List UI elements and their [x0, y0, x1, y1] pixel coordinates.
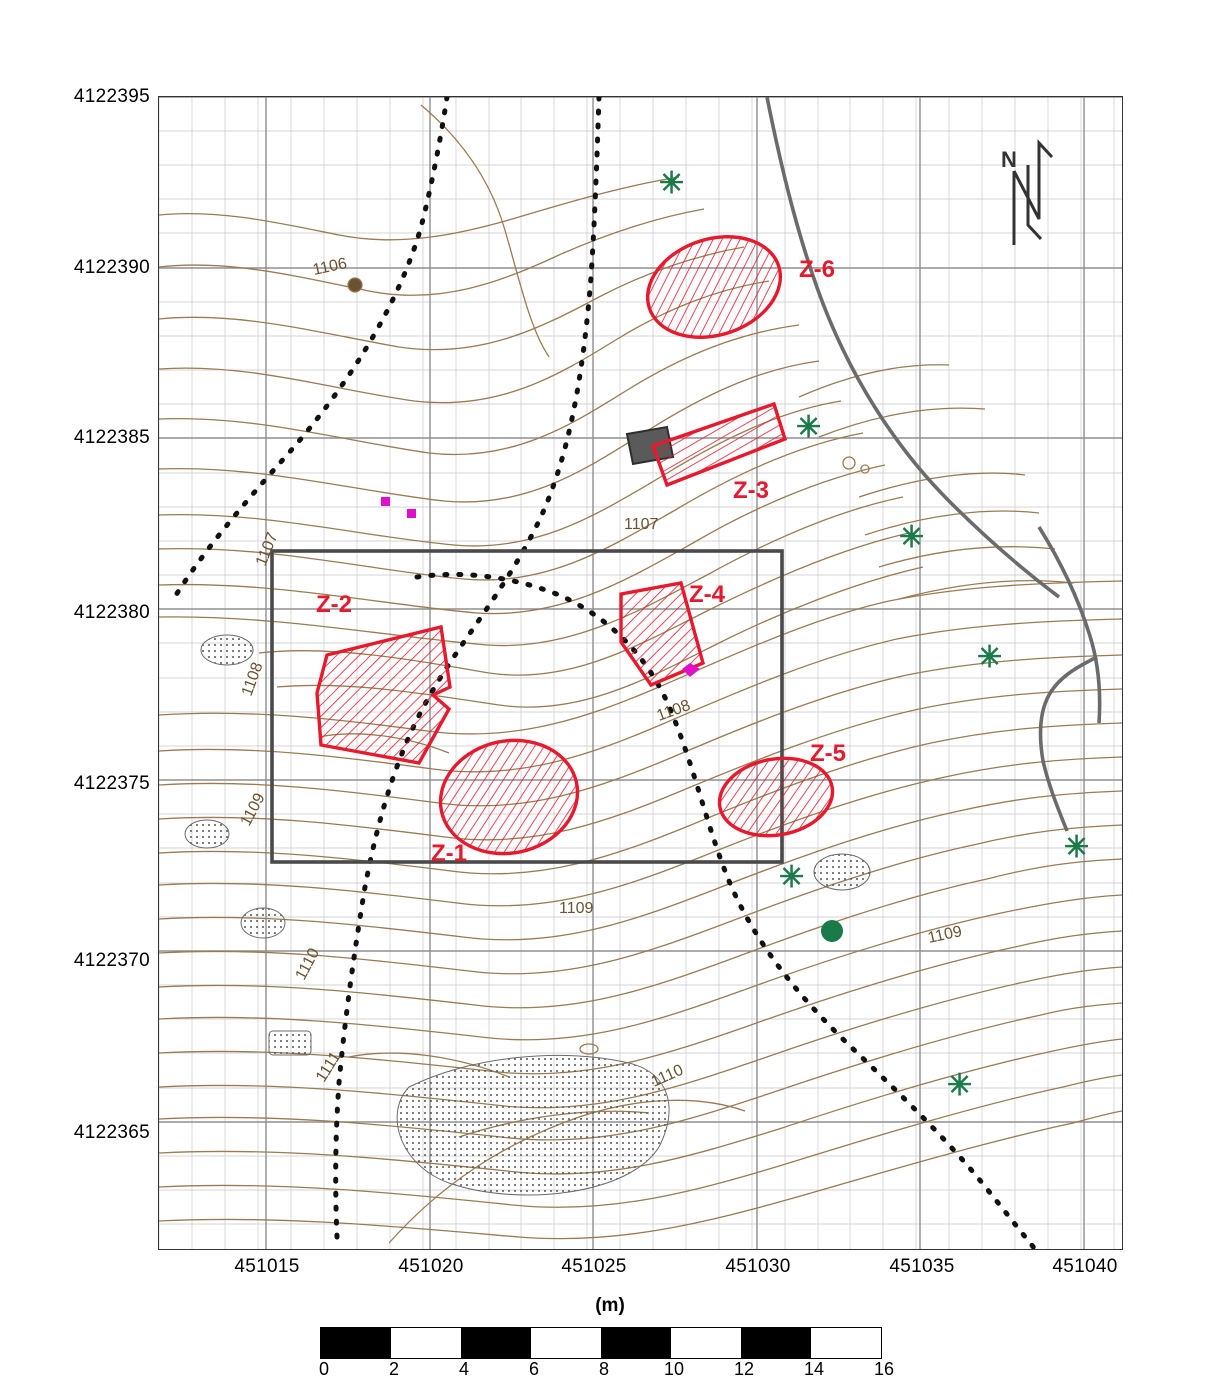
scale-segment	[461, 1328, 531, 1358]
svg-text:1111: 1111	[312, 1048, 345, 1086]
north-arrow-icon	[1014, 143, 1052, 245]
x-tick-label: 451035	[889, 1256, 955, 1277]
x-tick-label: 451025	[561, 1256, 627, 1277]
y-tick-label: 4122390	[73, 257, 150, 278]
svg-text:✳: ✳	[779, 861, 805, 894]
y-tick-label: 4122395	[73, 86, 150, 107]
svg-text:✳: ✳	[659, 167, 685, 200]
x-tick-label: 451040	[1052, 1256, 1118, 1277]
zone-label-z5: Z-5	[810, 740, 846, 767]
scale-tick: 12	[733, 1359, 755, 1379]
scale-bar	[320, 1327, 882, 1359]
scale-segment	[811, 1328, 881, 1358]
svg-text:✳: ✳	[1064, 831, 1090, 864]
svg-text:✳: ✳	[977, 641, 1003, 674]
zone-z6	[634, 220, 793, 353]
svg-text:✳: ✳	[947, 1069, 973, 1102]
scale-segment	[741, 1328, 811, 1358]
zone-label-z3: Z-3	[733, 477, 769, 504]
y-tick-label: 4122385	[73, 427, 150, 448]
svg-text:1110: 1110	[292, 945, 324, 983]
scale-segment	[321, 1328, 391, 1358]
scale-unit-label: (m)	[595, 1295, 625, 1316]
roads	[767, 97, 1100, 831]
shrub-symbol	[821, 920, 843, 942]
scale-segment	[531, 1328, 601, 1358]
scale-tick-labels	[320, 1359, 940, 1383]
x-tick-label: 451015	[234, 1256, 300, 1277]
svg-text:1106: 1106	[311, 255, 349, 279]
scale-tick: 10	[663, 1359, 685, 1379]
scale-tick: 2	[388, 1359, 400, 1379]
x-tick-label: 451020	[398, 1256, 464, 1277]
svg-text:1109: 1109	[559, 900, 594, 917]
zone-label-z1: Z-1	[431, 840, 467, 867]
scale-tick: 8	[598, 1359, 610, 1379]
scale-tick: 14	[803, 1359, 825, 1379]
zone-z2	[317, 627, 450, 763]
svg-text:1109: 1109	[237, 790, 269, 829]
scale-segment	[671, 1328, 741, 1358]
svg-text:1108: 1108	[654, 697, 693, 725]
y-tick-label: 4122375	[73, 773, 150, 794]
y-tick-label: 4122370	[73, 950, 150, 971]
zone-label-z2: Z-2	[316, 591, 352, 618]
scale-segment	[391, 1328, 461, 1358]
y-tick-label: 4122380	[73, 602, 150, 623]
scale-tick: 0	[318, 1359, 330, 1379]
svg-text:1107: 1107	[252, 530, 282, 569]
scale-tick: 4	[458, 1359, 470, 1379]
svg-text:1110: 1110	[648, 1061, 686, 1091]
svg-text:✳: ✳	[796, 411, 822, 444]
x-tick-label: 451030	[725, 1256, 791, 1277]
scale-tick: 16	[873, 1359, 895, 1379]
svg-text:1107: 1107	[624, 516, 659, 533]
scale-segment	[601, 1328, 671, 1358]
svg-text:1109: 1109	[926, 923, 964, 947]
north-arrow-label: N	[1001, 147, 1017, 172]
scale-tick: 6	[528, 1359, 540, 1379]
svg-text:1108: 1108	[238, 660, 267, 699]
svg-text:✳: ✳	[899, 521, 925, 554]
zone-label-z6: Z-6	[799, 256, 835, 283]
zone-label-z4: Z-4	[689, 581, 725, 608]
y-tick-label: 4122365	[73, 1122, 150, 1143]
map-canvas[interactable]	[158, 96, 1123, 1250]
